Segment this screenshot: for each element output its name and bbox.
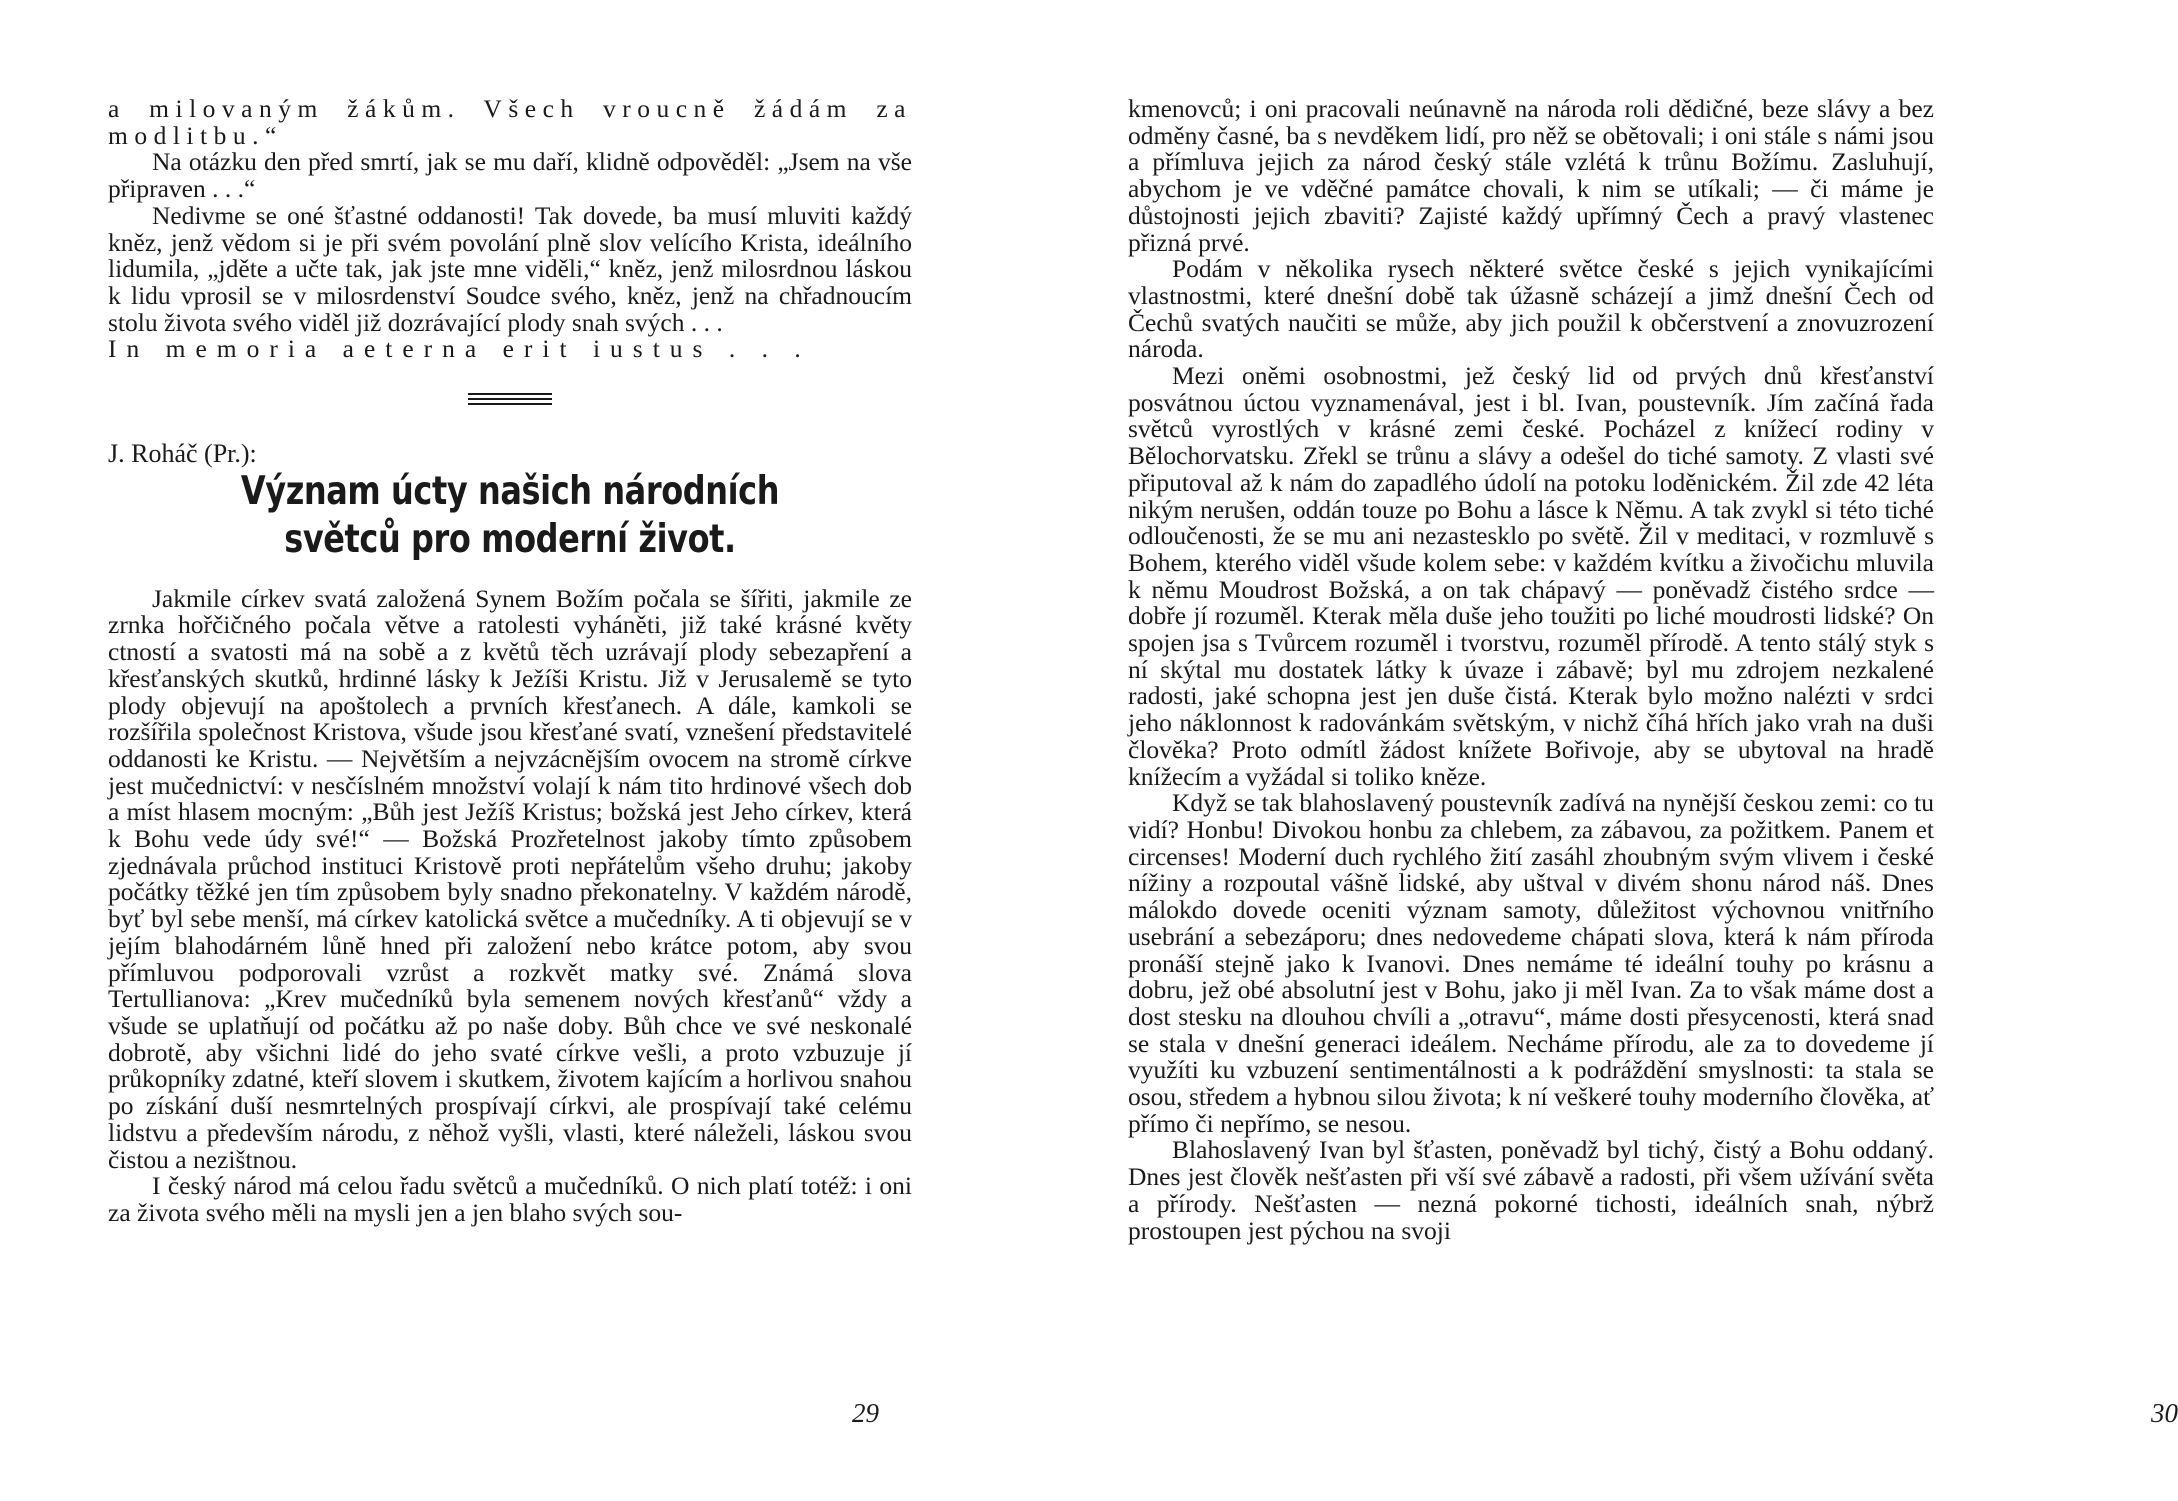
left-page <box>0 0 1010 1501</box>
paragraph: Jakmile církev svatá založená Synem Božím počala se šířiti, jakmile ze zrnka hořčičného počala větve a ratolesti vyháněti, již také krásné květy ctností a svatosti má na sobě a z květů těch uzrávají plody sebezapření a křesťanských skutků, hrdinné lásky k Ježíši Kristu. Již v Jerusalemě se tyto plody objevují na apoštolech a prvních křesťanech. A dále, kamkoli se rozšířila společnost Kristova, všude jsou křesťané svatí, vznešení představitelé oddanosti ke Kristu. — Největším a nejvzácnějším ovocem na stromě církve jest mučednictví: v nesčíslném množství volají k nám tito hrdinové všech dob a míst hlasem mocným: „Bůh jest Ježíš Kristus; božská jest Jeho církev, která k Bohu vede údy své!“ — Božská Prozřetelnost jakoby tímto způsobem zjednávala průchod instituci Kristově proti nepřátelům všeho druhu; jakoby počátky těžké jen tím způsobem byly snadno překonatelny. V každém národě, byť byl sebe menší, má církev katolická světce a mučedníky. A ti objevují se v jejím blahodárném lůně hned při založení nebo krátce potom, aby svou přímluvou podporovali vzrůst a rozkvět matky své. Známá slova Tertullianova: „Krev mučedníků byla semenem nových křesťanů“ vždy a všude se uplatňují od počátku až po naše doby. Bůh chce ve své neskonalé dobrotě, aby všichni lidé do jeho svaté církve vešli, a proto vzbuzuje jí průkopníky zdatné, kteří slovem i skutkem, životem kajícím a horlivou snahou po získání duší nesmrtelných prospívají církvi, ale prospívají také celému lidstvu a především národu, z něhož vyšli, vlasti, které náleželi, láskou svou čistou a nezištnou. <box>108 583 912 1174</box>
paragraph: Na otázku den před smrtí, jak se mu daří, klidně odpověděl: „Jsem na vše připraven . . .“ <box>108 147 912 204</box>
paragraph: I český národ má celou řadu světců a mučedníků. O nich platí totéž: i oni za života svého měli na mysli jen a jen blaho svých sou- <box>108 1171 912 1227</box>
latin-quote: In memoria aeterna erit iustus . . . <box>108 334 811 364</box>
paragraph: Když se tak blahoslavený poustevník zadívá na nynější českou zemi: co tu vidí? Honbu! Divokou honbu za chlebem, za zábavou, za požitkem. Panem et circenses! Moderní duch rychlého žití zasáhl zhoubným svým vlivem i české nížiny a rozpoutal vášně lidské, aby uštval v divém shonu národ náš. Dnes málokdo dovede oceniti význam samoty, důležitost výchovnou vnitřního usebrání a sebezáporu; dnes nedovedeme chápati slova, která k nám příroda pronáší stejně jako k Ivanovi. Dnes nemáme té ideální touhy po krásnu a dobru, jež obé absolutní jest v Bohu, jako ji měl Ivan. Za to však máme dost a dost stesku na dlouhou chvíli a „otravu“, máme dosti přesycenosti, která snad se stala v dnešní generaci ideálem. Necháme přírodu, ale za to dovedeme jí využíti ku vzbuzení sentimentálnosti a k podráždění smyslnosti: ta stala se osou, středem a hybnou silou života; k ní veškeré touhy moderního člověka, ať přímo či nepřímo, se nesou. <box>1128 788 1934 1138</box>
section-divider <box>468 393 552 405</box>
paragraph: Nedivme se oné šťastné oddanosti! Tak dovede, ba musí mluviti každý kněz, jenž vědom si je při svém povolání plně slov velícího Krista, ideálního lidumila, „jděte a učte tak, jak jste mne viděli,“ kněz, jenž milosrdnou láskou k lidu vprosil se v milosrdenství Soudce svého, kněz, jenž na chřadnoucím stolu života svého viděl již dozrávající plody snah svých . . . <box>108 200 912 337</box>
article-author: J. Roháč (Pr.): <box>108 439 257 469</box>
page-number: 29 <box>852 1398 879 1428</box>
right-page-text-column <box>1128 96 1934 1244</box>
paragraph: Podám v několika rysech některé světce české s jejich vynikajícími vlastnostmi, které dnešní době tak úžasně scházejí a jimž dnešní Čech od Čechů svatých naučiti se může, aby jich použil k občerstvení a znovuzrození národa. <box>1128 254 1934 364</box>
page-number: 30 <box>2151 1398 2178 1428</box>
right-page <box>1010 0 2178 1501</box>
paragraph: Blahoslavený Ivan byl šťasten, poněvadž byl tichý, čistý a Bohu oddaný. Dnes jest člověk nešťasten při vší své zábavě a radosti, při všem užívání světa a přírody. Nešťasten — nezná pokorné tichosti, ideálních snah, nýbrž prostoupen jest pýchou na svoji <box>1128 1135 1934 1245</box>
paragraph: Mezi oněmi osobnostmi, jež český lid od prvých dnů křesťanství posvátnou úctou vyznamenával, jest i bl. Ivan, poustevník. Jím začíná řada světců vyrostlých v krásné zemi české. Pocházel z knížecí rodiny v Bělochorvatsku. Zřekl se trůnu a slávy a odešel do tiché samoty. Z vlasti své připutoval až k nám do zapadlého údolí na potoku loděnickém. Žil zde 42 léta nikým nerušen, oddán touze po Bohu a lásce k Němu. A tak zvykl si této tiché odloučenosti, že se mu ani nezastesklo po světě. Žil v meditaci, v rozmluvě s Bohem, kterého viděl všude kolem sebe: v každém kvítku a živočichu mluvila k němu Moudrost Božská, a on tak chápavý — poněvadž čistého srdce — dobře jí rozuměl. Kterak měla duše jeho toužiti po liché moudrosti lidské? On spojen jsa s Tvůrcem rozuměl i tvorstvu, rozuměl přírodě. A tento stálý styk s ní skýtal mu dostatek látky k úvaze i zábavě; byl mu zdrojem nezkalené radosti, jaké schopna jest jen duše čistá. Kterak bylo možno nalézti v srdci jeho náklonnost k radovánkám světským, v nichž číhá hřích jako vrah na duši člověka? Proto odmítl žádost knížete Bořivoje, aby se ubytoval na hradě knížecím a vyžádal si toliko kněze. <box>1128 361 1934 791</box>
intro-text: a milovaným žákům. Všech vroucně žádám za modlitbu.“ <box>108 94 912 150</box>
article-title: Význam úcty našich národních světců pro moderní život. <box>240 468 780 562</box>
left-page-text-column <box>108 96 912 1227</box>
paragraph: kmenovců; i oni pracovali neúnavně na národa roli dědičné, beze slávy a bez odměny časné, ba s nevděkem lidí, pro něž se obětovali; i oni stále s námi jsou a přímluva jejich za národ český stále vzlétá k trůnu Božímu. Zasluhují, abychom je ve vděčné památce chovali, k nim se utíkali; — či máme je důstojnosti jejich zbaviti? Zajisté každý upřímný Čech a pravý vlastenec přizná prvé. <box>1128 94 1934 257</box>
